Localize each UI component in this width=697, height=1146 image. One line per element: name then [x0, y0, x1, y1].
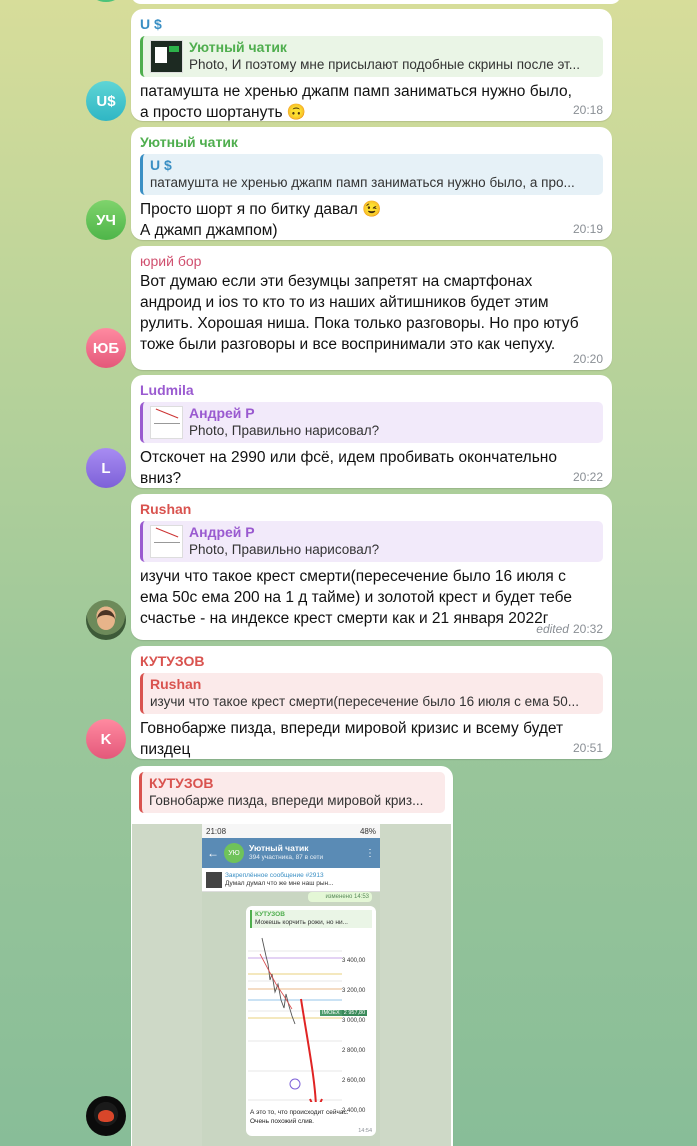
sender-name[interactable]: юрий бор	[140, 253, 202, 269]
message-text	[140, 81, 603, 123]
avatar-initials: L	[101, 459, 111, 477]
reply-quote[interactable]	[140, 36, 603, 77]
message-text	[140, 271, 603, 355]
phone-chat-avatar: УЮ	[224, 843, 244, 863]
message-line: а просто шортануть 🙃	[140, 104, 307, 121]
phone-chat-title: Уютный чатик	[249, 843, 309, 853]
reply-text: патамушта не хренью джапм памп заниматься нужно было, а про...	[150, 175, 575, 190]
phone-inner-sender: КУТУЗОВ	[255, 911, 285, 918]
avatar[interactable]	[86, 81, 126, 121]
message-time: 20:20	[572, 352, 603, 366]
message-bubble[interactable]	[131, 127, 612, 240]
imoex-marker	[320, 1010, 367, 1016]
message-line: патамушта не хренью джапм памп заниматься нужно было,	[140, 83, 572, 100]
caption-line: А это то, что происходит сейчас.	[250, 1109, 349, 1116]
message-line: Вот думаю если эти безумцы запретят на смартфонах	[140, 273, 533, 290]
sender-name[interactable]: U $	[140, 16, 162, 32]
sender-name[interactable]: Уютный чатик	[140, 134, 238, 150]
phone-inner-reply: Можешь корчить рожи, но ни...	[255, 919, 348, 926]
imoex-value: 2 957,80	[343, 1010, 366, 1016]
reply-text: изучи что такое крест смерти(пересечение было 16 июля с ема 50...	[150, 694, 579, 709]
sender-name[interactable]: Rushan	[140, 501, 192, 517]
reply-text: Photo, Правильно нарисовал?	[189, 542, 380, 557]
avatar[interactable]	[86, 719, 126, 759]
previous-avatar	[91, 0, 121, 2]
message-line: тоже были разговоры и все воспринимали это как чепуху.	[140, 336, 556, 353]
message-line: А джамп джампом)	[140, 222, 278, 239]
phone-caption-time: 14:54	[358, 1128, 372, 1134]
reply-text: Photo, И поэтому мне присылают подобные скрины после эт...	[189, 57, 580, 72]
reply-text: Photo, Правильно нарисовал?	[189, 423, 380, 438]
avatar[interactable]	[86, 600, 126, 640]
message-line: ема 50с ема 200 на 1 д тайме) и золотой крест и будет тебе	[140, 589, 572, 606]
message-bubble[interactable]	[131, 494, 612, 640]
message-line: вниз?	[140, 470, 182, 487]
battery-level: 48%	[359, 826, 376, 836]
message-time: edited 20:32	[536, 622, 603, 636]
caption-line: Очень похожий слив.	[250, 1118, 314, 1125]
sender-name[interactable]: КУТУЗОВ	[140, 653, 205, 669]
message-line: Просто шорт я по битку давал 😉	[140, 201, 382, 218]
reply-sender: Rushan	[150, 676, 202, 692]
reply-sender: Андрей Р	[189, 405, 255, 421]
reply-sender: КУТУЗОВ	[149, 775, 214, 791]
message-text	[140, 566, 603, 629]
price-label: 2 800,00	[342, 1048, 366, 1054]
price-label: 2 400,00	[342, 1108, 366, 1114]
phone-pinned-bar	[202, 868, 380, 892]
price-label: 3 400,00	[342, 958, 366, 964]
avatar-photo	[97, 610, 115, 630]
message-line: Говнобарже пизда, впереди мировой кризис и всему будет	[140, 720, 564, 737]
message-time: 20:19	[572, 222, 603, 236]
reply-quote[interactable]	[140, 673, 603, 714]
message-bubble[interactable]	[131, 246, 612, 370]
message-bubble[interactable]	[131, 9, 612, 121]
avatar-initials: УЧ	[96, 211, 116, 229]
avatar[interactable]	[86, 1096, 126, 1136]
avatar[interactable]	[86, 200, 126, 240]
reply-quote[interactable]	[140, 154, 603, 195]
phone-chat-header	[202, 838, 380, 868]
reply-thumbnail	[150, 525, 183, 558]
price-label: 3 200,00	[342, 988, 366, 994]
message-text	[140, 199, 603, 241]
message-text	[140, 718, 603, 760]
message-time: 20:51	[572, 741, 603, 755]
avatar-initials: ЮБ	[92, 339, 120, 357]
status-time: 21:08	[206, 826, 227, 836]
reply-quote[interactable]	[140, 521, 603, 562]
pinned-thumbnail	[206, 872, 222, 888]
reply-thumbnail	[150, 40, 183, 73]
phone-status-bar	[202, 824, 380, 838]
message-time: 20:22	[572, 470, 603, 484]
message-line: андроид и ios то кто то из наших айтишников будет этим	[140, 294, 549, 311]
reply-quote[interactable]	[139, 772, 445, 813]
message-time: 20:18	[572, 103, 603, 117]
message-line: Отскочет на 2990 или фсё, идем пробивать окончательно	[140, 449, 557, 466]
avatar[interactable]	[86, 328, 126, 368]
message-bubble[interactable]	[131, 646, 612, 759]
reply-thumbnail	[150, 406, 183, 439]
message-line: пиздец	[140, 741, 191, 758]
photo-attachment[interactable]	[132, 824, 451, 1146]
back-arrow-icon: ←	[207, 846, 219, 860]
phone-chart-axis	[342, 946, 365, 1126]
reply-sender: Уютный чатик	[189, 39, 287, 55]
phone-inner-message	[246, 906, 376, 1136]
phone-chat-subtitle: 394 участника, 87 в сети	[249, 854, 324, 861]
pinned-title: Закреплённое сообщение #2913	[225, 871, 324, 879]
price-label: 2 600,00	[342, 1078, 366, 1084]
avatar[interactable]	[86, 448, 126, 488]
avatar-initials: U$	[96, 92, 116, 110]
reply-sender: U $	[150, 157, 172, 173]
reply-sender: Андрей Р	[189, 524, 255, 540]
avatar-photo	[98, 1110, 114, 1122]
reply-quote[interactable]	[140, 402, 603, 443]
price-label: 3 000,00	[342, 1018, 366, 1024]
message-text	[140, 447, 603, 489]
message-line: рулить. Хорошая ниша. Пока только разговоры. Но про ютуб	[140, 315, 579, 332]
phone-edited-time: изменено 14:53	[308, 892, 372, 902]
phone-caption	[250, 1108, 349, 1126]
message-line: изучи что такое крест смерти(пересечение было 16 июля с	[140, 568, 566, 585]
avatar-initials: K	[100, 730, 112, 748]
menu-dots-icon: ⋮	[365, 847, 375, 859]
message-bubble[interactable]	[131, 375, 612, 488]
edited-label: edited	[536, 622, 569, 636]
sender-name[interactable]: Ludmila	[140, 382, 194, 398]
message-line: счастье - на индексе крест смерти как и 21 января 2022г	[140, 610, 549, 627]
pinned-text: Думал думал что же мне наш рын...	[225, 879, 334, 887]
reply-text: Говнобарже пизда, впереди мировой криз...	[149, 793, 424, 808]
imoex-label: IMOEX	[322, 1010, 340, 1016]
previous-message-bubble	[131, 0, 621, 4]
